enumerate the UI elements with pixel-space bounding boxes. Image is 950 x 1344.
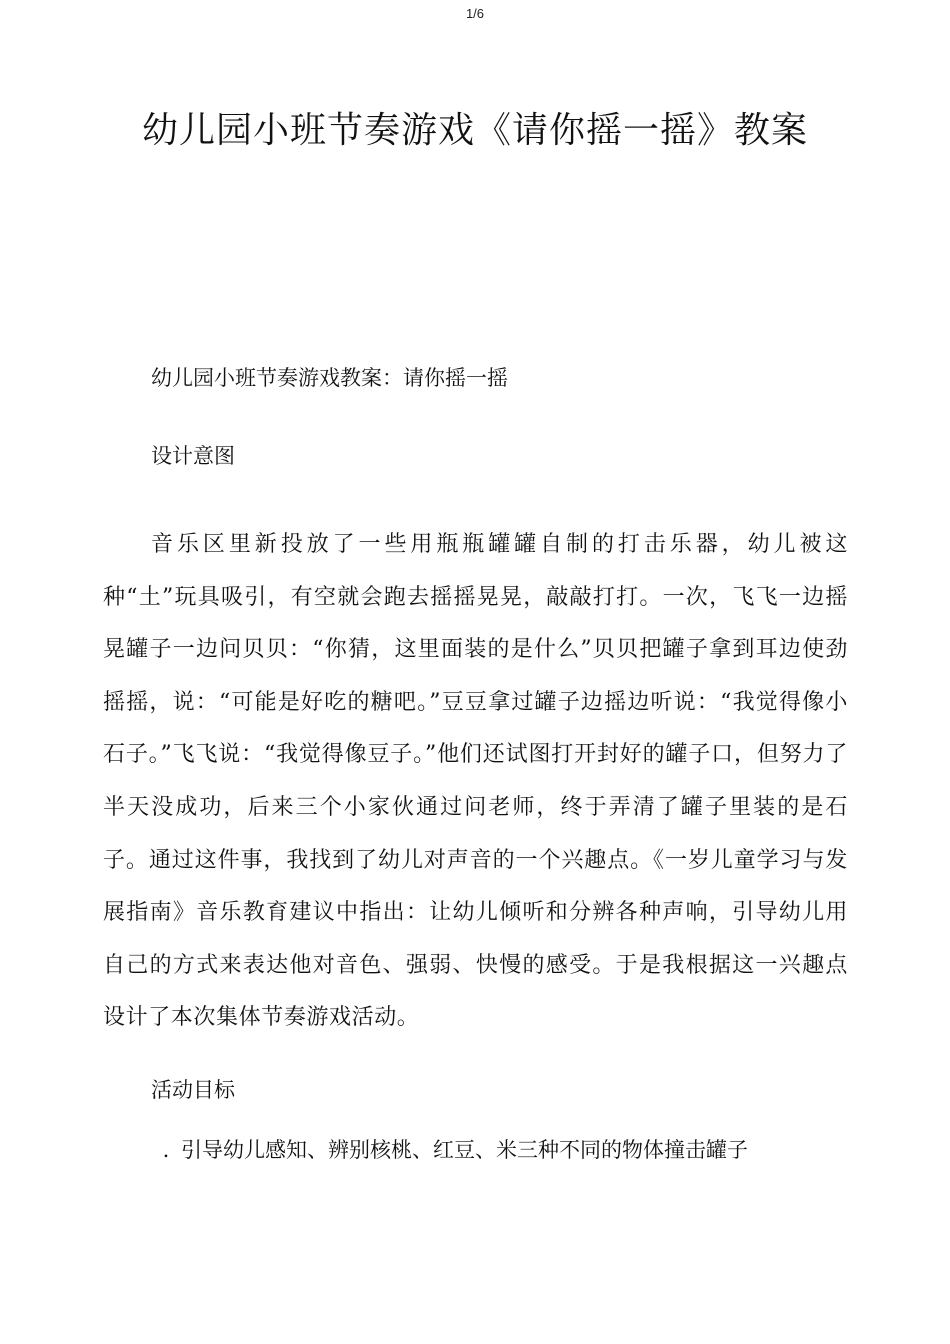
section-heading-goals: 活动目标 (151, 1078, 235, 1102)
goal-list-item (151, 1136, 748, 1164)
section-heading-design: 设计意图 (151, 444, 235, 468)
list-marker: . (162, 1138, 170, 1162)
document-subtitle: 幼儿园小班节奏游戏教案：请你摇一摇 (151, 366, 508, 390)
goal-text: 引导幼儿感知、辨别核桃、红豆、米三种不同的物体撞击罐子 (181, 1138, 748, 1162)
document-title: 幼儿园小班节奏游戏《请你摇一摇》教案 (141, 110, 808, 151)
design-paragraph: 音乐区里新投放了一些用瓶瓶罐罐自制的打击乐器，幼儿被这种“土”玩具吸引，有空就会跑去摇摇晃晃，敲敲打打。一次，飞飞一边摇晃罐子一边问贝贝：“你猜，这里面装的是什么”贝贝把罐子拿到耳边使劲摇摇，说：“可能是好吃的糖吧。”豆豆拿过罐子边摇边听说：“我觉得像小石子。”飞飞说：“我觉得像豆子。”他们还试图打开封好的罐子口，但努力了半天没成功，后来三个小家伙通过问老师，终于弄清了罐子里装的是石子。通过这件事，我找到了幼儿对声音的一个兴趣点。《一岁儿童学习与发展指南》音乐教育建议中指出：让幼儿倾听和分辨各种声响，引导幼儿用自己的方式来表达他对音色、强弱、快慢的感受。于是我根据这一兴趣点设计了本次集体节奏游戏活动。 (103, 532, 848, 1031)
page-number: 1/6 (465, 6, 485, 21)
